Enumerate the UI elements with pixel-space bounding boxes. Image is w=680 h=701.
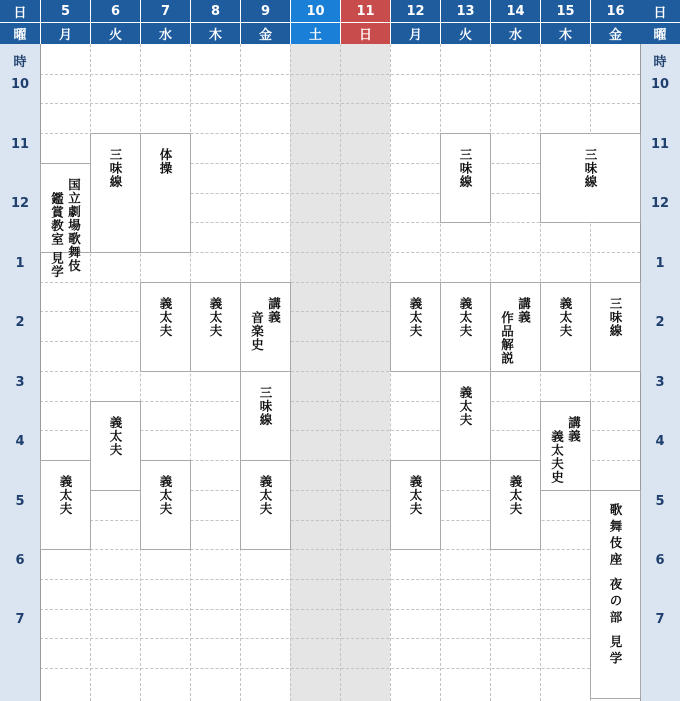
day-header-date: 6	[90, 0, 140, 23]
event-label: 鑑賞教室 見学	[49, 191, 65, 279]
time-label-left: 7	[15, 612, 25, 628]
time-label-right: 7	[655, 612, 665, 628]
schedule-event[interactable]	[40, 163, 91, 279]
grid-line	[390, 44, 391, 701]
event-label: 義太夫	[408, 475, 423, 516]
schedule-event[interactable]	[390, 460, 441, 550]
event-label: 義太夫	[108, 415, 123, 457]
event-label: 音楽史	[249, 310, 265, 352]
day-header-weekday: 火	[90, 23, 140, 44]
event-label: 三味線	[583, 148, 598, 189]
schedule-event[interactable]	[440, 371, 491, 461]
header-left-date-label: 日	[0, 0, 40, 23]
time-label-left: 2	[15, 315, 25, 331]
weekend-shade	[290, 44, 340, 701]
schedule-event[interactable]	[90, 133, 141, 253]
event-label: 義太夫	[458, 296, 473, 338]
event-label: 講義	[266, 296, 282, 324]
time-label-right: 2	[655, 315, 665, 331]
time-label-right: 10	[650, 77, 670, 93]
day-header-date: 16	[590, 0, 640, 23]
day-header-weekday: 月	[390, 23, 440, 44]
day-header-date: 11	[340, 0, 390, 23]
time-label-left: 時	[13, 55, 27, 70]
header-right-weekday-label: 曜	[640, 23, 680, 44]
time-label-left: 10	[10, 77, 30, 93]
time-label-left: 3	[15, 374, 25, 390]
schedule-event[interactable]	[190, 282, 241, 372]
grid-line	[340, 44, 341, 701]
day-header-weekday: 金	[240, 23, 290, 44]
day-header-date: 14	[490, 0, 540, 23]
schedule-event[interactable]	[590, 282, 641, 372]
time-label-right: 時	[653, 55, 667, 70]
event-label: 義太夫	[408, 296, 423, 338]
event-label: 義太夫	[158, 475, 173, 516]
day-header-weekday: 土	[290, 23, 340, 44]
day-header-weekday: 木	[190, 23, 240, 44]
day-header-date: 10	[290, 0, 340, 23]
day-header-date: 7	[140, 0, 190, 23]
schedule-event[interactable]	[240, 460, 291, 550]
time-label-right: 11	[650, 136, 670, 152]
event-label: 作品解説	[499, 310, 515, 365]
day-header-weekday: 火	[440, 23, 490, 44]
day-header-date: 9	[240, 0, 290, 23]
day-header-weekday: 水	[490, 23, 540, 44]
day-header-date: 12	[390, 0, 440, 23]
event-label: 義太夫	[208, 296, 223, 338]
schedule-event[interactable]	[490, 282, 541, 372]
event-label: 義太夫	[158, 296, 173, 338]
event-label: 義太夫	[508, 475, 523, 516]
day-header-date: 13	[440, 0, 490, 23]
schedule-event[interactable]	[540, 401, 591, 491]
schedule-event[interactable]	[140, 133, 191, 253]
event-label: 義太夫	[558, 296, 573, 338]
time-label-left: 5	[15, 493, 25, 509]
time-label-left: 1	[15, 255, 25, 271]
time-label-right: 3	[655, 374, 665, 390]
schedule-event[interactable]	[240, 371, 291, 461]
time-label-right: 1	[655, 255, 665, 271]
schedule-event[interactable]	[440, 133, 491, 223]
event-label: 講義	[516, 296, 532, 324]
schedule-event[interactable]	[490, 460, 541, 550]
schedule-event[interactable]	[540, 133, 641, 223]
event-label: 国立劇場歌舞伎	[66, 177, 82, 273]
header-right-date-label: 日	[640, 0, 680, 23]
day-header-weekday: 金	[590, 23, 640, 44]
time-label-right: 5	[655, 493, 665, 509]
schedule-event[interactable]	[140, 460, 191, 550]
schedule-event[interactable]	[390, 282, 441, 372]
event-label: 講義	[566, 415, 582, 443]
day-header-weekday: 月	[40, 23, 90, 44]
day-header-weekday: 木	[540, 23, 590, 44]
schedule-event[interactable]	[240, 282, 291, 372]
schedule-event[interactable]	[440, 282, 491, 372]
schedule-event[interactable]	[590, 490, 641, 699]
schedule-event[interactable]	[540, 282, 591, 372]
time-label-right: 6	[655, 552, 665, 568]
day-header-weekday: 日	[340, 23, 390, 44]
schedule-event[interactable]	[140, 282, 191, 372]
event-label: 体操	[158, 148, 173, 176]
time-label-right: 4	[655, 434, 665, 450]
time-label-left: 11	[10, 136, 30, 152]
schedule-event[interactable]	[90, 401, 141, 491]
day-header-date: 15	[540, 0, 590, 23]
time-label-left: 6	[15, 552, 25, 568]
time-label-left: 12	[10, 196, 30, 212]
weekend-shade	[340, 44, 390, 701]
event-label: 義太夫	[258, 475, 273, 516]
event-label: 義太夫	[58, 475, 73, 516]
grid-border	[40, 44, 41, 701]
time-label-left: 4	[15, 434, 25, 450]
event-label: 歌舞伎座 夜の部 見学	[608, 502, 623, 669]
event-label: 三味線	[108, 148, 123, 189]
schedule-event[interactable]	[40, 460, 91, 550]
time-label-right: 12	[650, 196, 670, 212]
event-label: 三味線	[458, 148, 473, 189]
event-label: 三味線	[608, 296, 623, 338]
event-label: 義太夫史	[549, 429, 565, 484]
event-label: 三味線	[258, 385, 273, 427]
day-header-date: 8	[190, 0, 240, 23]
day-header-date: 5	[40, 0, 90, 23]
event-label: 義太夫	[458, 385, 473, 427]
day-header-weekday: 水	[140, 23, 190, 44]
header-left-weekday-label: 曜	[0, 23, 40, 44]
